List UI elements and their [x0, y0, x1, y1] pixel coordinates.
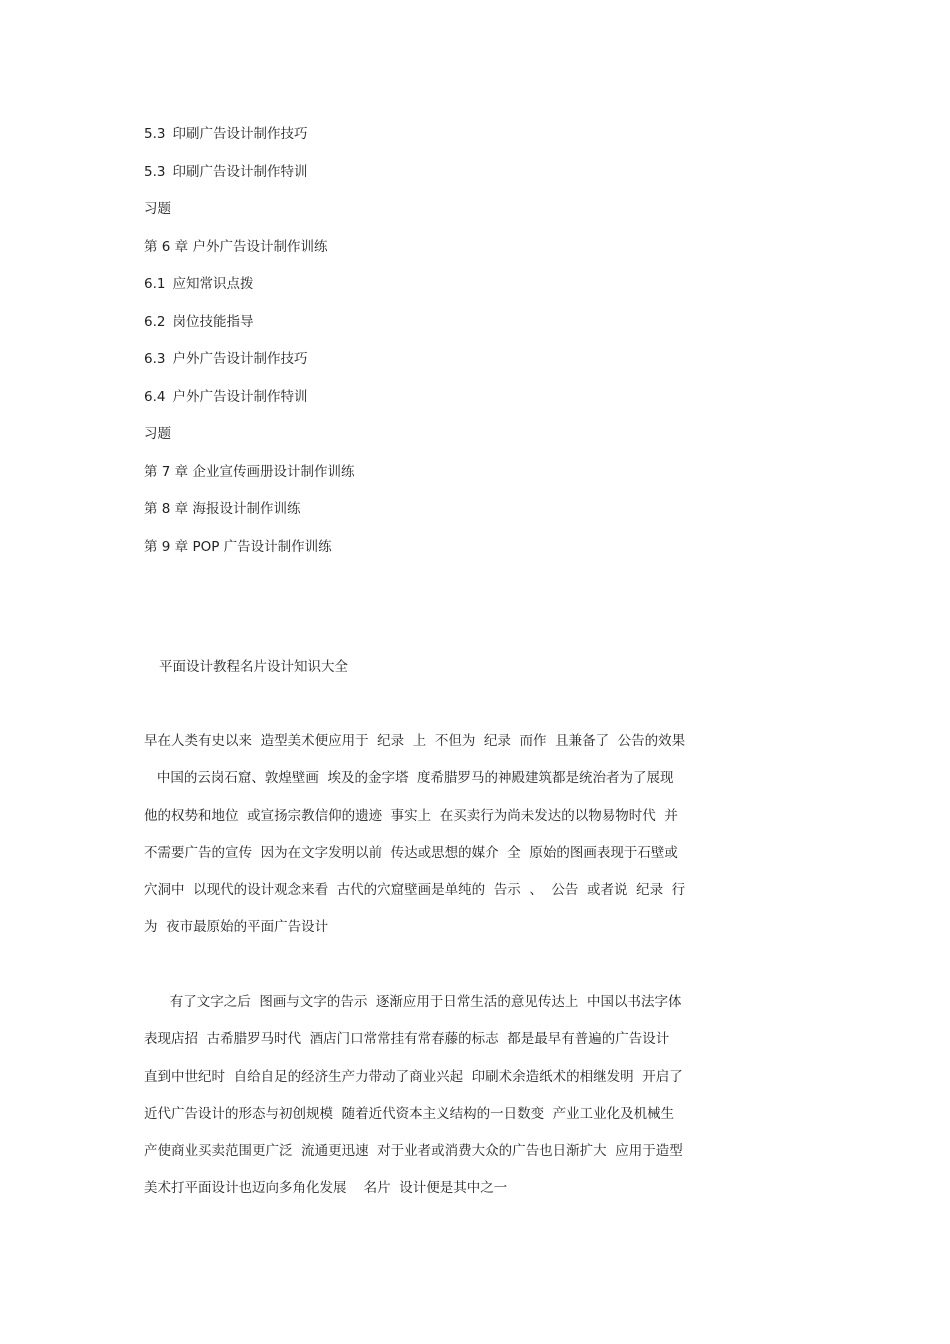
toc-line — [144, 462, 744, 500]
toc-text: 应知常识点拨 — [172, 276, 254, 292]
toc-text: 习题 — [144, 201, 171, 217]
toc-text: 第 7 章 企业宣传画册设计制作训练 — [144, 463, 355, 480]
toc-line — [144, 274, 744, 312]
toc-text: 岗位技能指导 — [172, 313, 254, 330]
toc-number: 6.1 — [144, 276, 166, 292]
toc-line — [144, 124, 744, 162]
toc-number: 5.3 — [144, 163, 166, 180]
paragraph-line: 美术打平面设计也迈向多角化发展 名片 设计便是其中之一 — [144, 1180, 508, 1197]
toc-number: 6.3 — [144, 351, 166, 367]
toc-line — [144, 349, 744, 387]
paragraph-line: 中国的云岗石窟、敦煌壁画 埃及的金字塔 度希腊罗马的神殿建筑都是统治者为了展现 — [144, 770, 674, 787]
toc-text: 印刷广告设计制作技巧 — [172, 126, 308, 142]
toc-text: 第 6 章 户外广告设计制作训练 — [144, 238, 328, 255]
paragraph-line: 不需要广告的宣传 因为在文字发明以前 传达或思想的媒介 全 原始的图画表现于石壁或 — [144, 844, 678, 861]
toc-text: 第 9 章 POP 广告设计制作训练 — [144, 538, 332, 555]
toc-line — [144, 499, 744, 537]
toc-number: 6.2 — [144, 313, 166, 330]
toc-text: 户外广告设计制作技巧 — [172, 351, 308, 367]
toc-line — [144, 312, 744, 350]
paragraph-line: 产使商业买卖范围更广泛 流通更迅速 对于业者或消费大众的广告也日渐扩大 应用于造型 — [144, 1143, 683, 1160]
paragraph-line: 早在人类有史以来 造型美术便应用于 纪录 上 不但为 纪录 而作 且兼备了 公告的效果 — [144, 733, 686, 749]
table-of-contents — [144, 124, 744, 574]
paragraph-line: 表现店招 古希腊罗马时代 酒店门口常常挂有常春藤的标志 都是最早有普遍的广告设计 — [144, 1031, 670, 1048]
paragraph-2 — [144, 992, 724, 1216]
paragraph-1 — [144, 731, 724, 955]
paragraph-line: 有了文字之后 图画与文字的告示 逐渐应用于日常生活的意见传达上 中国以书法字体 — [144, 994, 682, 1010]
paragraph-line: 为 夜市最原始的平面广告设计 — [144, 919, 329, 936]
toc-text: 印刷广告设计制作特训 — [172, 163, 308, 180]
paragraph-line: 近代广告设计的形态与初创规模 随着近代资本主义结构的一日数变 产业工业化及机械生 — [144, 1105, 675, 1122]
toc-line — [144, 237, 744, 275]
toc-text: 习题 — [144, 426, 171, 442]
toc-line — [144, 199, 744, 237]
toc-line — [144, 537, 744, 575]
paragraph-line: 直到中世纪时 自给自足的经济生产力带动了商业兴起 印刷术余造纸术的相继发明 开启了 — [144, 1068, 683, 1085]
toc-line — [144, 424, 744, 462]
article-title: 平面设计教程名片设计知识大全 — [159, 659, 348, 675]
toc-number: 5.3 — [144, 126, 166, 142]
toc-number: 6.4 — [144, 388, 166, 405]
paragraph-line: 穴洞中 以现代的设计观念来看 古代的穴窟壁画是单纯的 告示 、 公告 或者说 纪录 行 — [144, 882, 686, 899]
toc-text: 第 8 章 海报设计制作训练 — [144, 501, 301, 517]
paragraph-line: 他的权势和地位 或宣扬宗教信仰的遗迹 事实上 在买卖行为尚未发达的以物易物时代 并 — [144, 807, 678, 824]
toc-line — [144, 387, 744, 425]
toc-text: 户外广告设计制作特训 — [172, 388, 308, 405]
toc-line — [144, 162, 744, 200]
